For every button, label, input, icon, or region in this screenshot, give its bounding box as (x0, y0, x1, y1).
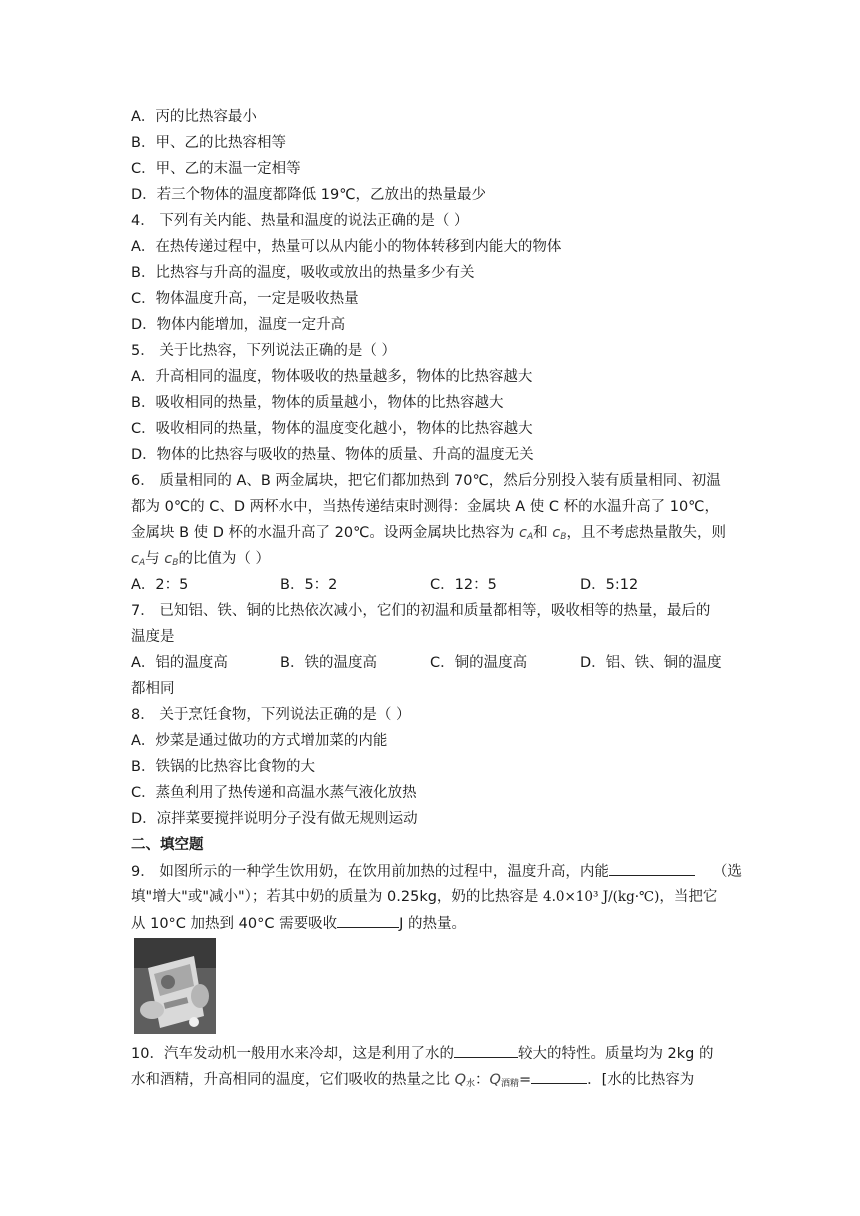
q6-line-1: 6． 质量相同的 A、B 两金属块，把它们都加热到 70℃，然后分别投入装有质量相同、初温 (131, 473, 721, 489)
q4-option-b: B．比热容与升高的温度，吸收或放出的热量多少有关 (131, 265, 475, 281)
q7-option-a: A．铝的温度高 (131, 655, 228, 671)
q7-option-d: D．铝、铁、铜的温度 (580, 655, 722, 671)
q7-option-b: B．铁的温度高 (280, 655, 377, 671)
q6-line-2: 都为 0℃的 C、D 两杯水中，当热传递结束时测得：金属块 A 使 C 杯的水温升高了 10℃， (131, 499, 719, 515)
q9-blank-2[interactable] (337, 913, 399, 928)
q9-blank-1[interactable] (609, 861, 695, 876)
c-b-symbol: $c_B$ (164, 551, 179, 568)
q5-option-b: B．吸收相同的热量，物体的质量越小，物体的比热容越大 (131, 395, 504, 411)
q7-option-c: C．铜的温度高 (430, 655, 528, 671)
q5-stem: 5． 关于比热容，下列说法正确的是（ ） (131, 343, 396, 359)
q5-option-d: D．物体的比热容与吸收的热量、物体的质量、升高的温度无关 (131, 447, 534, 463)
specific-heat-formula: 4.0×10³ J/(kg·℃) (543, 889, 660, 905)
q5-option-c: C．吸收相同的热量，物体的温度变化越小，物体的比热容越大 (131, 421, 533, 437)
q9-line-1: 9． 如图所示的一种学生饮用奶，在饮用前加热的过程中，温度升高，内能 （选 (131, 861, 742, 882)
q8-option-b: B．铁锅的比热容比食物的大 (131, 759, 315, 775)
q7-line-1: 7． 已知铝、铁、铜的比热依次减小，它们的初温和质量都相等，吸收相等的热量，最后的 (131, 603, 711, 619)
q6-option-a: A．2：5 (131, 577, 189, 593)
q3-option-c: C．甲、乙的末温一定相等 (131, 161, 301, 177)
q10-line-2: 水和酒精，升高相同的温度，它们吸收的热量之比 $Q_水$：$Q_{酒精}=$ ．[水的比热容为 (131, 1069, 694, 1094)
q10-line-1: 10．汽车发动机一般用水来冷却，这是利用了水的 较大的特性。质量均为 2kg 的 (131, 1043, 714, 1064)
q4-stem: 4． 下列有关内能、热量和温度的说法正确的是（ ） (131, 213, 469, 229)
q6-option-c: C．12：5 (430, 577, 497, 593)
q6-line-3: 金属块 B 使 D 杯的水温升高了 20℃。设两金属块比热容为 $c_A$和 $c_B$，且不考虑热量散失，则 (131, 525, 726, 542)
q-alcohol-symbol: Q (489, 1072, 501, 1088)
q6-line-4: $c_A$与 $c_B$的比值为（ ） (131, 551, 271, 568)
q4-option-d: D．物体内能增加，温度一定升高 (131, 317, 346, 333)
q9-line-3: 从 10°C 加热到 40°C 需要吸收 J 的热量。 (131, 913, 466, 934)
q6-option-b: B．5：2 (280, 577, 338, 593)
q4-option-c: C．物体温度升高，一定是吸收热量 (131, 291, 359, 307)
q7-option-d-cont: 都相同 (131, 681, 175, 697)
q8-stem: 8． 关于烹饪食物，下列说法正确的是（ ） (131, 707, 411, 723)
c-a-symbol: $c_A$ (519, 525, 534, 542)
q-water-symbol: Q (454, 1072, 467, 1088)
q10-blank-1[interactable] (454, 1043, 518, 1058)
q8-option-a: A．炒菜是通过做功的方式增加菜的内能 (131, 733, 388, 749)
milk-carton-image (134, 938, 216, 1034)
q8-option-d: D．凉拌菜要搅拌说明分子没有做无规则运动 (131, 811, 418, 827)
q6-option-d: D．5:12 (580, 577, 639, 593)
q3-option-a: A．丙的比热容最小 (131, 109, 257, 125)
section-heading: 二、填空题 (131, 837, 204, 853)
q10-blank-2[interactable] (531, 1069, 587, 1084)
q4-option-a: A．在热传递过程中，热量可以从内能小的物体转移到内能大的物体 (131, 239, 562, 255)
q3-option-d: D．若三个物体的温度都降低 19℃，乙放出的热量最少 (131, 187, 487, 203)
q9-line-2: 填"增大"或"减小"）；若其中奶的质量为 0.25kg，奶的比热容是 4.0×10³ J/(kg·℃)，当把它 (131, 889, 718, 905)
c-b-symbol: $c_B$ (552, 525, 567, 542)
q7-line-2: 温度是 (131, 629, 175, 645)
q8-option-c: C．蒸鱼利用了热传递和高温水蒸气液化放热 (131, 785, 417, 801)
c-a-symbol: $c_A$ (131, 551, 146, 568)
q3-option-b: B．甲、乙的比热容相等 (131, 135, 286, 151)
q5-option-a: A．升高相同的温度，物体吸收的热量越多，物体的比热容越大 (131, 369, 533, 385)
